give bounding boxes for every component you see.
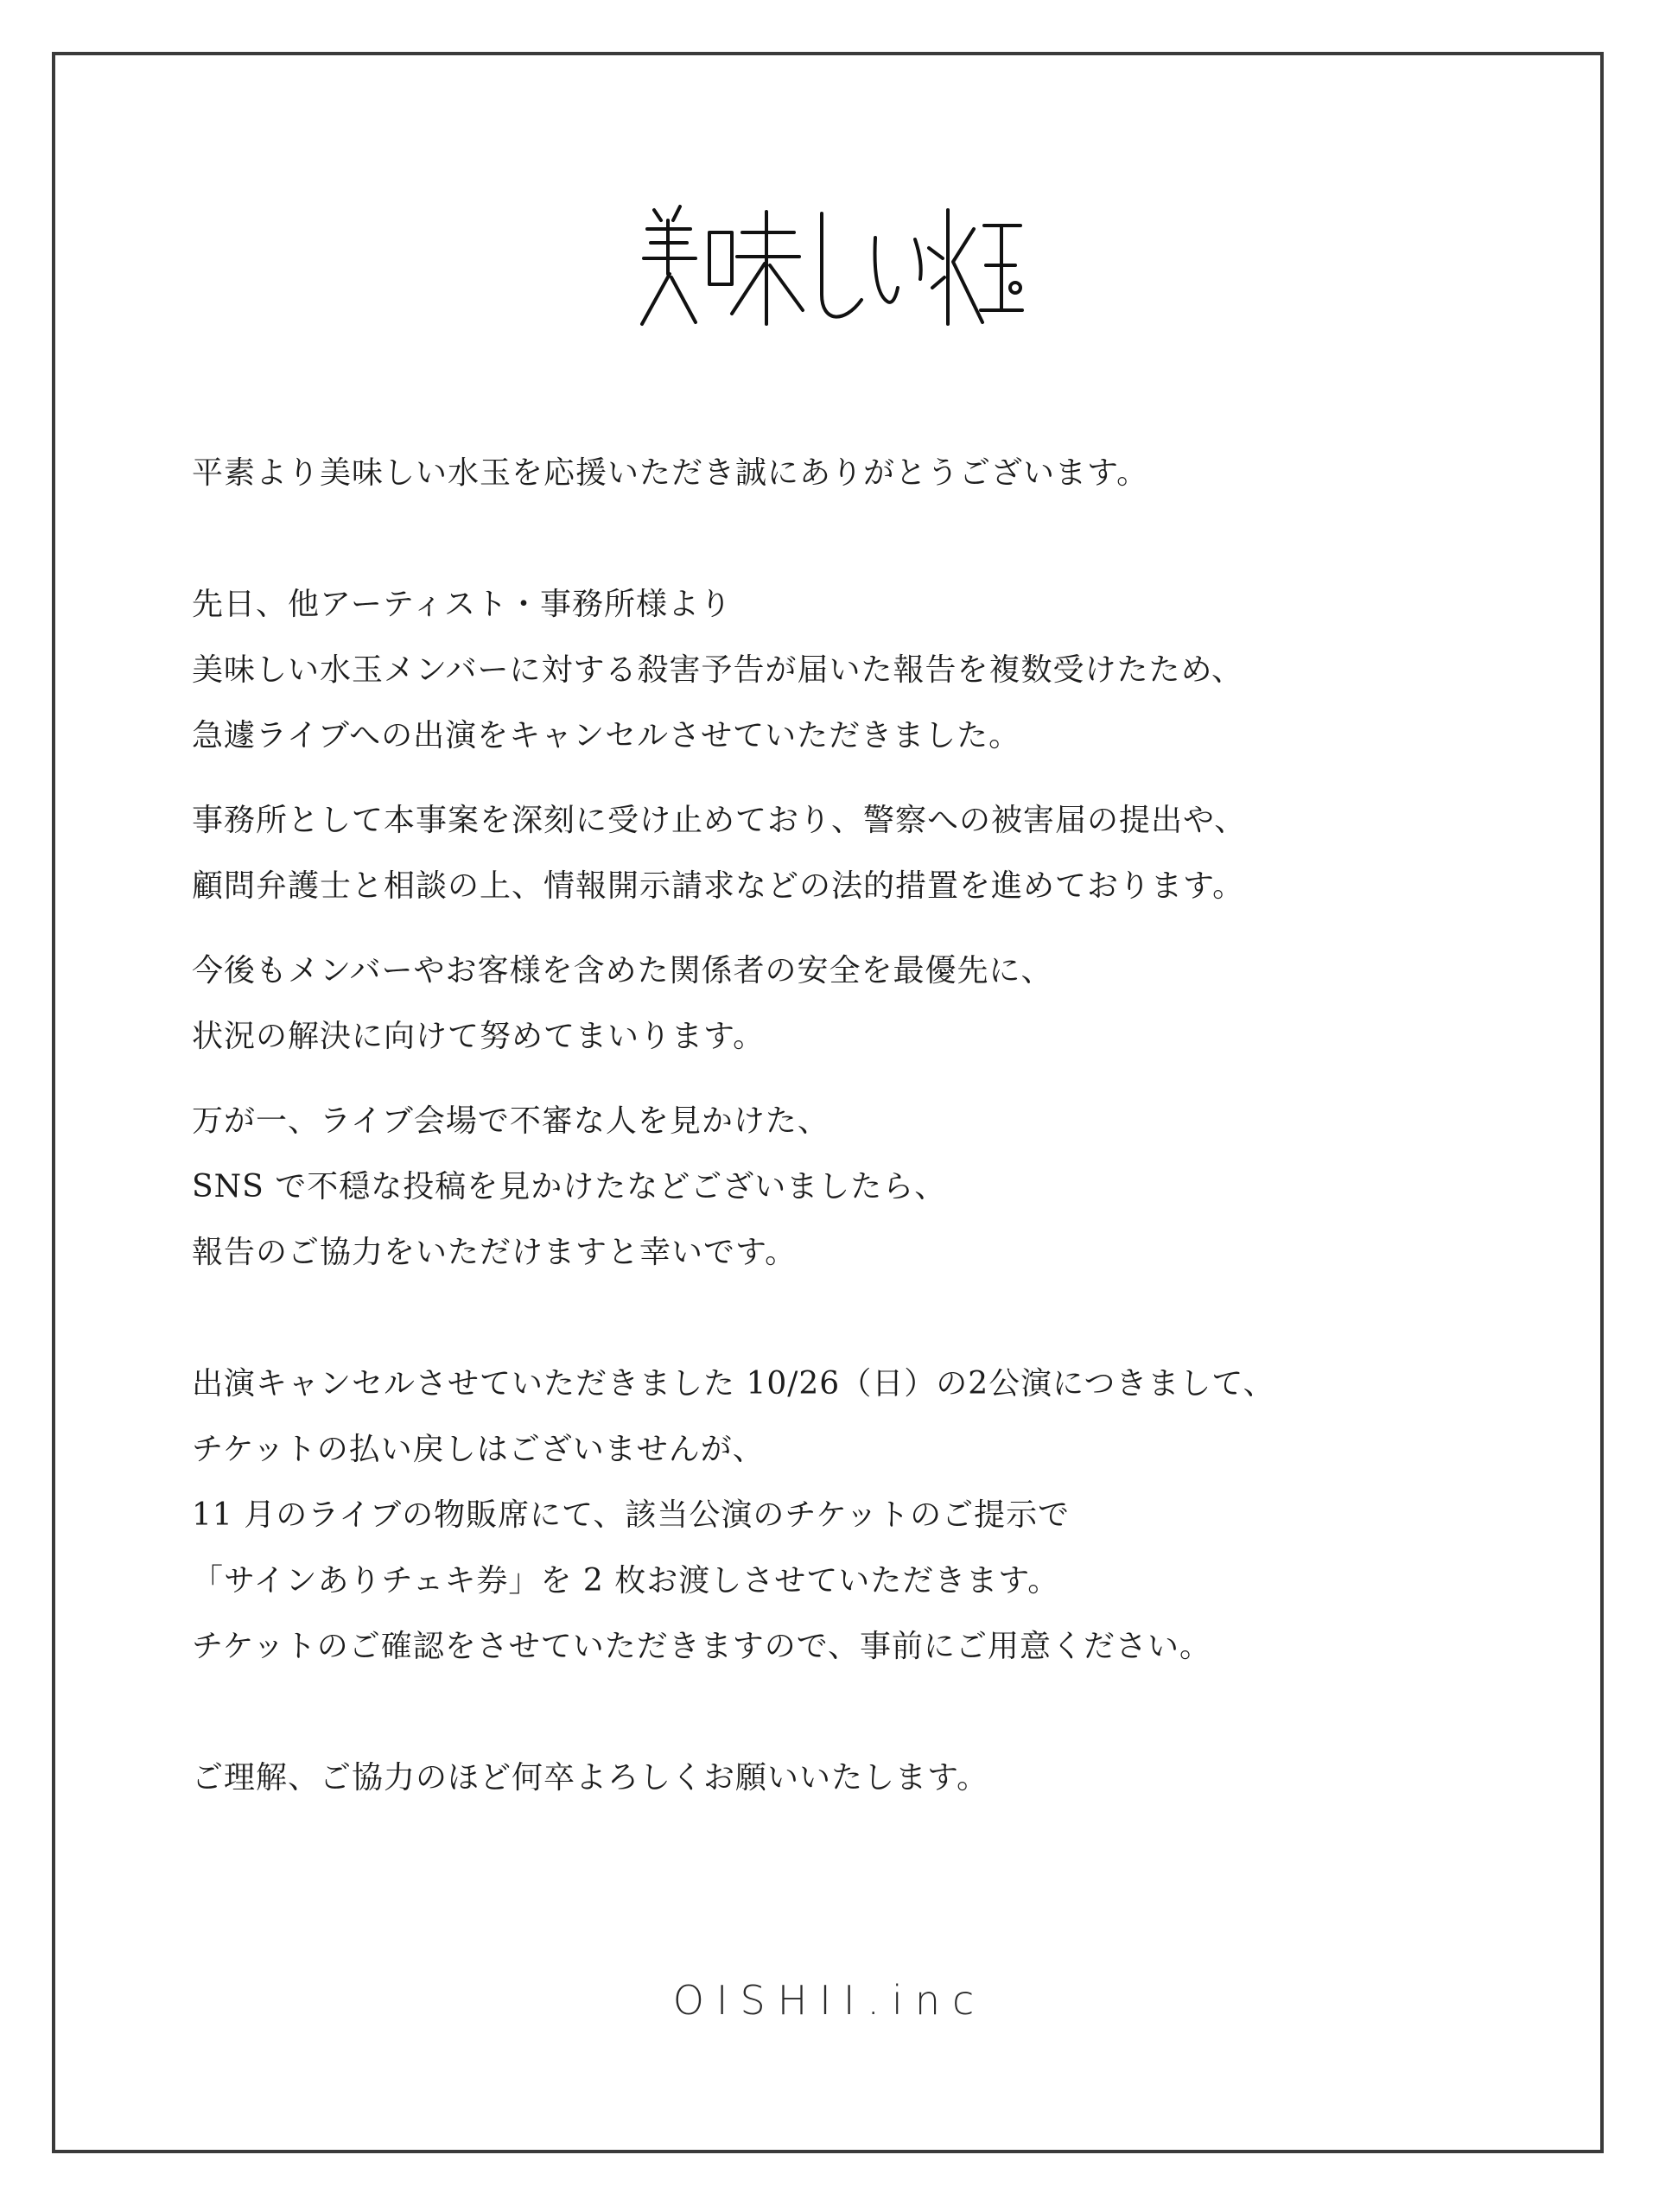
text-line: 11 月のライブの物販席にて、該当公演のチケットのご提示で <box>192 1497 1071 1533</box>
text-line: SNS で不穏な投稿を見かけたなどございましたら、 <box>192 1169 947 1205</box>
paragraph-incident <box>192 572 1540 769</box>
text-line: 状況の解決に向けて努めてまいります。 <box>192 1019 766 1054</box>
text-line: ご理解、ご協力のほど何卒よろしくお願いいたします。 <box>192 1760 989 1796</box>
text-line: 顧問弁護士と相談の上、情報開示請求などの法的措置を進めております。 <box>192 868 1245 904</box>
company-name: OISHII.inc <box>672 1977 987 2024</box>
text-line: 万が一、ライブ会場で不審な人を見かけた、 <box>192 1103 830 1139</box>
paragraph-safety <box>192 938 1540 1070</box>
notice-body <box>192 441 1540 1811</box>
text-line: 美味しい水玉メンバーに対する殺害予告が届いた報告を複数受けたため、 <box>192 652 1244 688</box>
text-line: 平素より美味しい水玉を応援いただき誠にありがとうございます。 <box>192 455 1149 491</box>
text-line: 出演キャンセルさせていただきました 10/26（日）の2公演につきまして、 <box>192 1366 1275 1402</box>
brand-logo <box>635 194 1024 337</box>
paragraph-closing <box>192 1745 1540 1811</box>
text-line: 今後もメンバーやお客様を含めた関係者の安全を最優先に、 <box>192 953 1053 988</box>
paragraph-report-request <box>192 1089 1540 1286</box>
paragraph-ticket-info <box>192 1351 1540 1680</box>
text-line: 事務所として本事案を深刻に受け止めており、警察への被害届の提出や、 <box>192 803 1247 838</box>
paragraph-legal-action <box>192 788 1540 919</box>
text-line: 先日、他アーティスト・事務所様より <box>192 587 733 622</box>
paragraph-greeting <box>192 441 1540 506</box>
text-line: 報告のご協力をいただけますと幸いです。 <box>192 1235 798 1270</box>
text-line: 「サインありチェキ券」を 2 枚お渡しさせていただきます。 <box>192 1563 1060 1599</box>
text-line: 急遽ライブへの出演をキャンセルさせていただきました。 <box>192 718 1021 753</box>
text-line: チケットの払い戻しはございませんが、 <box>192 1432 765 1467</box>
text-line: チケットのご確認をさせていただきますので、事前にご用意ください。 <box>192 1629 1212 1664</box>
brand-logo-icon <box>635 194 1024 337</box>
